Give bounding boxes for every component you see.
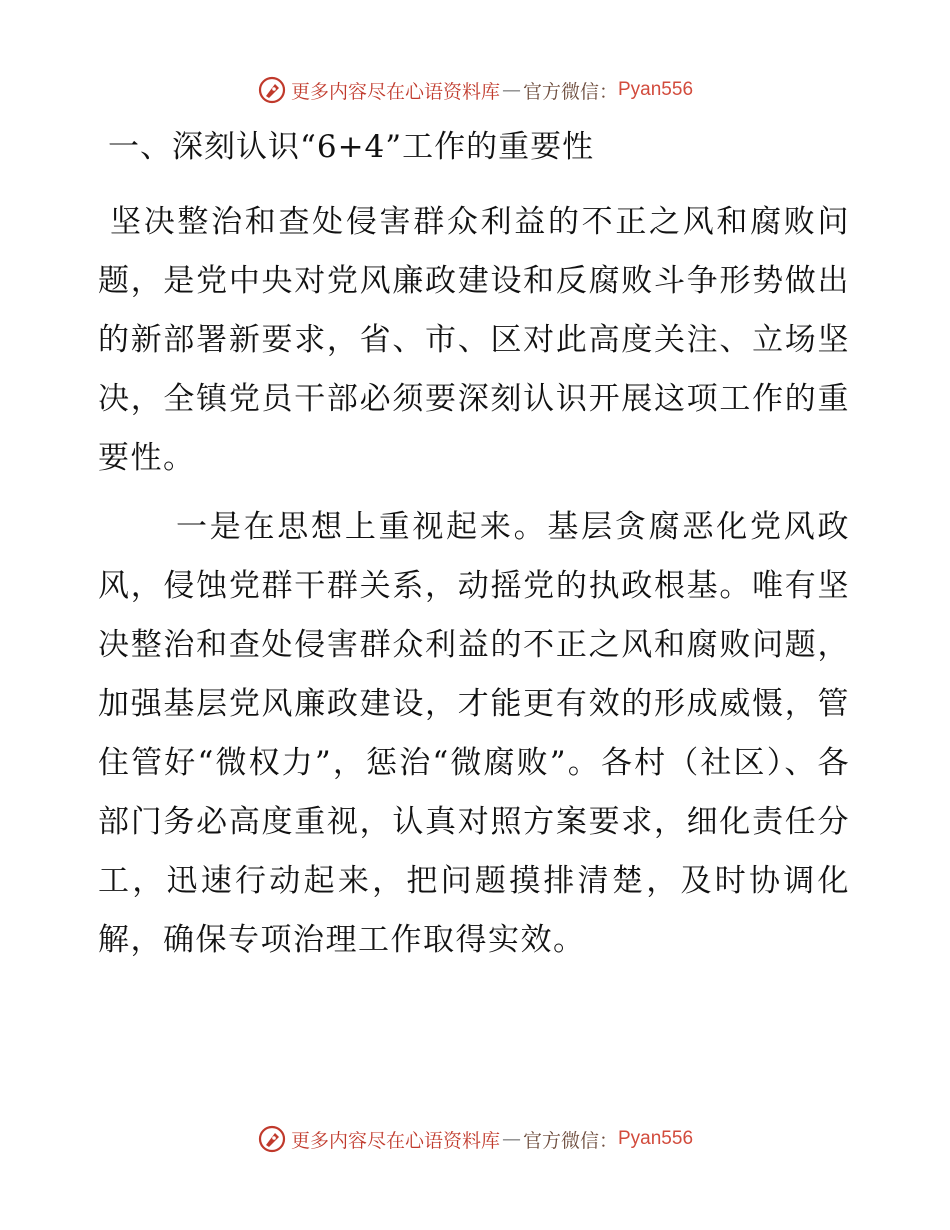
watermark-text: 更多内容尽在心语资料库	[290, 1129, 500, 1152]
watermark-separator: —	[501, 1128, 521, 1150]
wechat-label: 官方微信：	[522, 80, 618, 103]
wechat-id: Pyan556	[618, 1128, 694, 1149]
paragraph-point-one: 一是在思想上重视起来。基层贪腐恶化党风政风，侵蚀党群干群关系，动摇党的执政根基。唯有坚决整治和查处侵害群众利益的不正之风和腐败问题，加强基层党风廉政建设，才能更有效的形成威慑，管住管好“微权力”，惩治“微腐败”。各村（社区）、各部门务必高度重视，认真对照方案要求，细化责任分工，迅速行动起来，把问题摸排清楚，及时协调化解，确保专项治理工作取得实效。	[98, 509, 850, 958]
paragraph-intro: 坚决整治和查处侵害群众利益的不正之风和腐败问题，是党中央对党风廉政建设和反腐败斗争形势做出的新部署新要求，省、市、区对此高度关注、立场坚决，全镇党员干部必须要深刻认识开展这项工作的重要性。	[98, 204, 850, 476]
section-heading: 一、深刻认识“6+4”工作的重要性	[108, 129, 595, 165]
watermark-separator: —	[501, 79, 521, 101]
wechat-label: 官方微信：	[522, 1129, 618, 1152]
pen-nib-seal-icon	[257, 1124, 287, 1154]
watermark-footer	[0, 1122, 950, 1156]
wechat-id: Pyan556	[618, 79, 694, 100]
watermark-header	[0, 73, 950, 107]
watermark-text: 更多内容尽在心语资料库	[290, 80, 500, 103]
pen-nib-seal-icon	[257, 75, 287, 105]
